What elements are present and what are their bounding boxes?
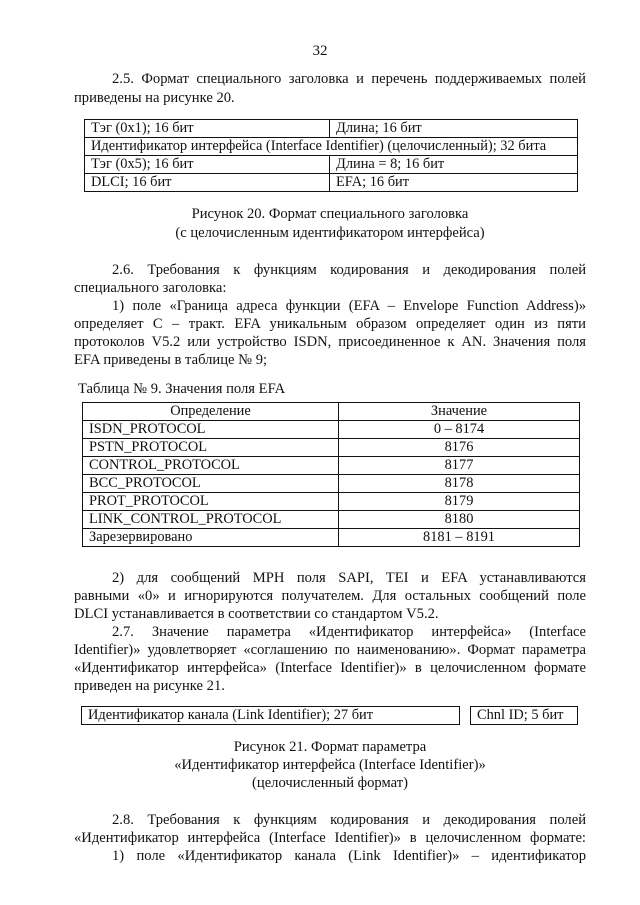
table-9-cell-definition: PSTN_PROTOCOL (83, 439, 339, 457)
table-9-cell-definition: PROT_PROTOCOL (83, 493, 339, 511)
table-9-cell-definition: CONTROL_PROTOCOL (83, 457, 339, 475)
figure-20-caption-line2: (с целочисленным идентификатором интерфейса) (175, 225, 485, 241)
table-9-cell-value: 8180 (339, 511, 580, 529)
table-9-cell-definition: ISDN_PROTOCOL (83, 421, 339, 439)
figure-20-caption-line1: Рисунок 20. Формат специального заголовка (191, 206, 469, 222)
paragraph-2-6-line2: специального заголовка: (74, 280, 227, 296)
paragraph-2-8-line1: 2.8. Требования к функциям кодирования и декодирования полей (112, 812, 586, 828)
fig21-separator (460, 707, 471, 725)
paragraph-2-8-line3: 1) поле «Идентификатор канала (Link Identifier)» – идентификатор (112, 848, 586, 864)
paragraph-2-7-line1: 2.7. Значение параметра «Идентификатор интерфейса» (Interface (112, 624, 586, 640)
figure-21-caption-line2: «Идентификатор интерфейса (Interface Identifier)» (174, 757, 486, 773)
table-9-title: Таблица № 9. Значения поля EFA (78, 381, 286, 397)
paragraph-2-6-line4: определяет С – тракт. EFA уникальным образом определяет один из пяти (74, 316, 586, 332)
fig20-tag5-cell: Тэг (0x5); 16 бит (85, 156, 330, 174)
paragraph-2-6-line1: 2.6. Требования к функциям кодирования и декодирования полей (112, 262, 586, 278)
table-row (83, 439, 580, 457)
table-9-cell-value: 8177 (339, 457, 580, 475)
paragraph-item2-line1: 2) для сообщений МРН поля SAPI, TEI и EFA устанавливаются (112, 570, 586, 586)
paragraph-2-7-line2: Identifier)» удовлетворяет «соглашению по наименованию». Формат параметра (74, 642, 586, 658)
fig20-dlci-cell: DLCI; 16 бит (85, 174, 330, 192)
table-9-header-value: Значение (339, 403, 580, 421)
table-9-cell-definition: BCC_PROTOCOL (83, 475, 339, 493)
table-row (83, 457, 580, 475)
paragraph-2-8-line2: «Идентификатор интерфейса (Interface Identifier)» в целочисленном формате: (74, 830, 586, 846)
paragraph-item2-line2: равными «0» и игнорируются получателем. Для остальных сообщений поле (74, 588, 586, 604)
table-row (83, 529, 580, 547)
table-9-cell-value: 0 – 8174 (339, 421, 580, 439)
fig20-length-cell: Длина; 16 бит (330, 120, 578, 138)
figure-20-table (84, 119, 578, 192)
paragraph-2-7-line3: «Идентификатор интерфейса» (Interface Identifier)» в целочисленном формате (74, 660, 586, 676)
table-9-cell-definition: LINK_CONTROL_PROTOCOL (83, 511, 339, 529)
paragraph-2-6-line6: EFA приведены в таблице № 9; (74, 352, 268, 368)
table-row (83, 421, 580, 439)
paragraph-2-6-line3: 1) поле «Граница адреса функции (EFA – Envelope Function Address)» (112, 298, 586, 314)
figure-21-caption-line3: (целочисленный формат) (252, 775, 408, 791)
figure-21-caption-line1: Рисунок 21. Формат параметра (233, 739, 427, 755)
table-9-cell-definition: Зарезервировано (83, 529, 339, 547)
table-9-header-definition: Определение (83, 403, 339, 421)
fig21-chnl-id-cell: Chnl ID; 5 бит (471, 707, 578, 725)
paragraph-2-7-line4: приведен на рисунке 21. (74, 678, 225, 694)
fig20-interface-id-cell: Идентификатор интерфейса (Interface Identifier) (целочисленный); 32 бита (85, 138, 578, 156)
paragraph-2-6-line5: протоколов V5.2 или устройство ISDN, присоединенное к AN. Значения поля (74, 334, 586, 350)
table-row (83, 493, 580, 511)
fig20-length8-cell: Длина = 8; 16 бит (330, 156, 578, 174)
fig20-tag1-cell: Тэг (0x1); 16 бит (85, 120, 330, 138)
table-9 (82, 402, 580, 547)
fig20-efa-cell: EFA; 16 бит (330, 174, 578, 192)
paragraph-2-5-line2: приведены на рисунке 20. (74, 90, 235, 106)
table-row (83, 511, 580, 529)
fig21-link-id-cell: Идентификатор канала (Link Identifier); 27 бит (82, 707, 460, 725)
table-9-cell-value: 8178 (339, 475, 580, 493)
page-number: 32 (312, 43, 328, 59)
paragraph-item2-line3: DLCI устанавливается в соответствии со стандартом V5.2. (74, 606, 439, 622)
figure-21-table (81, 706, 578, 725)
table-9-cell-value: 8179 (339, 493, 580, 511)
paragraph-2-5-line1: 2.5. Формат специального заголовка и перечень поддерживаемых полей (112, 71, 586, 87)
table-9-cell-value: 8181 – 8191 (339, 529, 580, 547)
table-row (83, 475, 580, 493)
table-9-cell-value: 8176 (339, 439, 580, 457)
